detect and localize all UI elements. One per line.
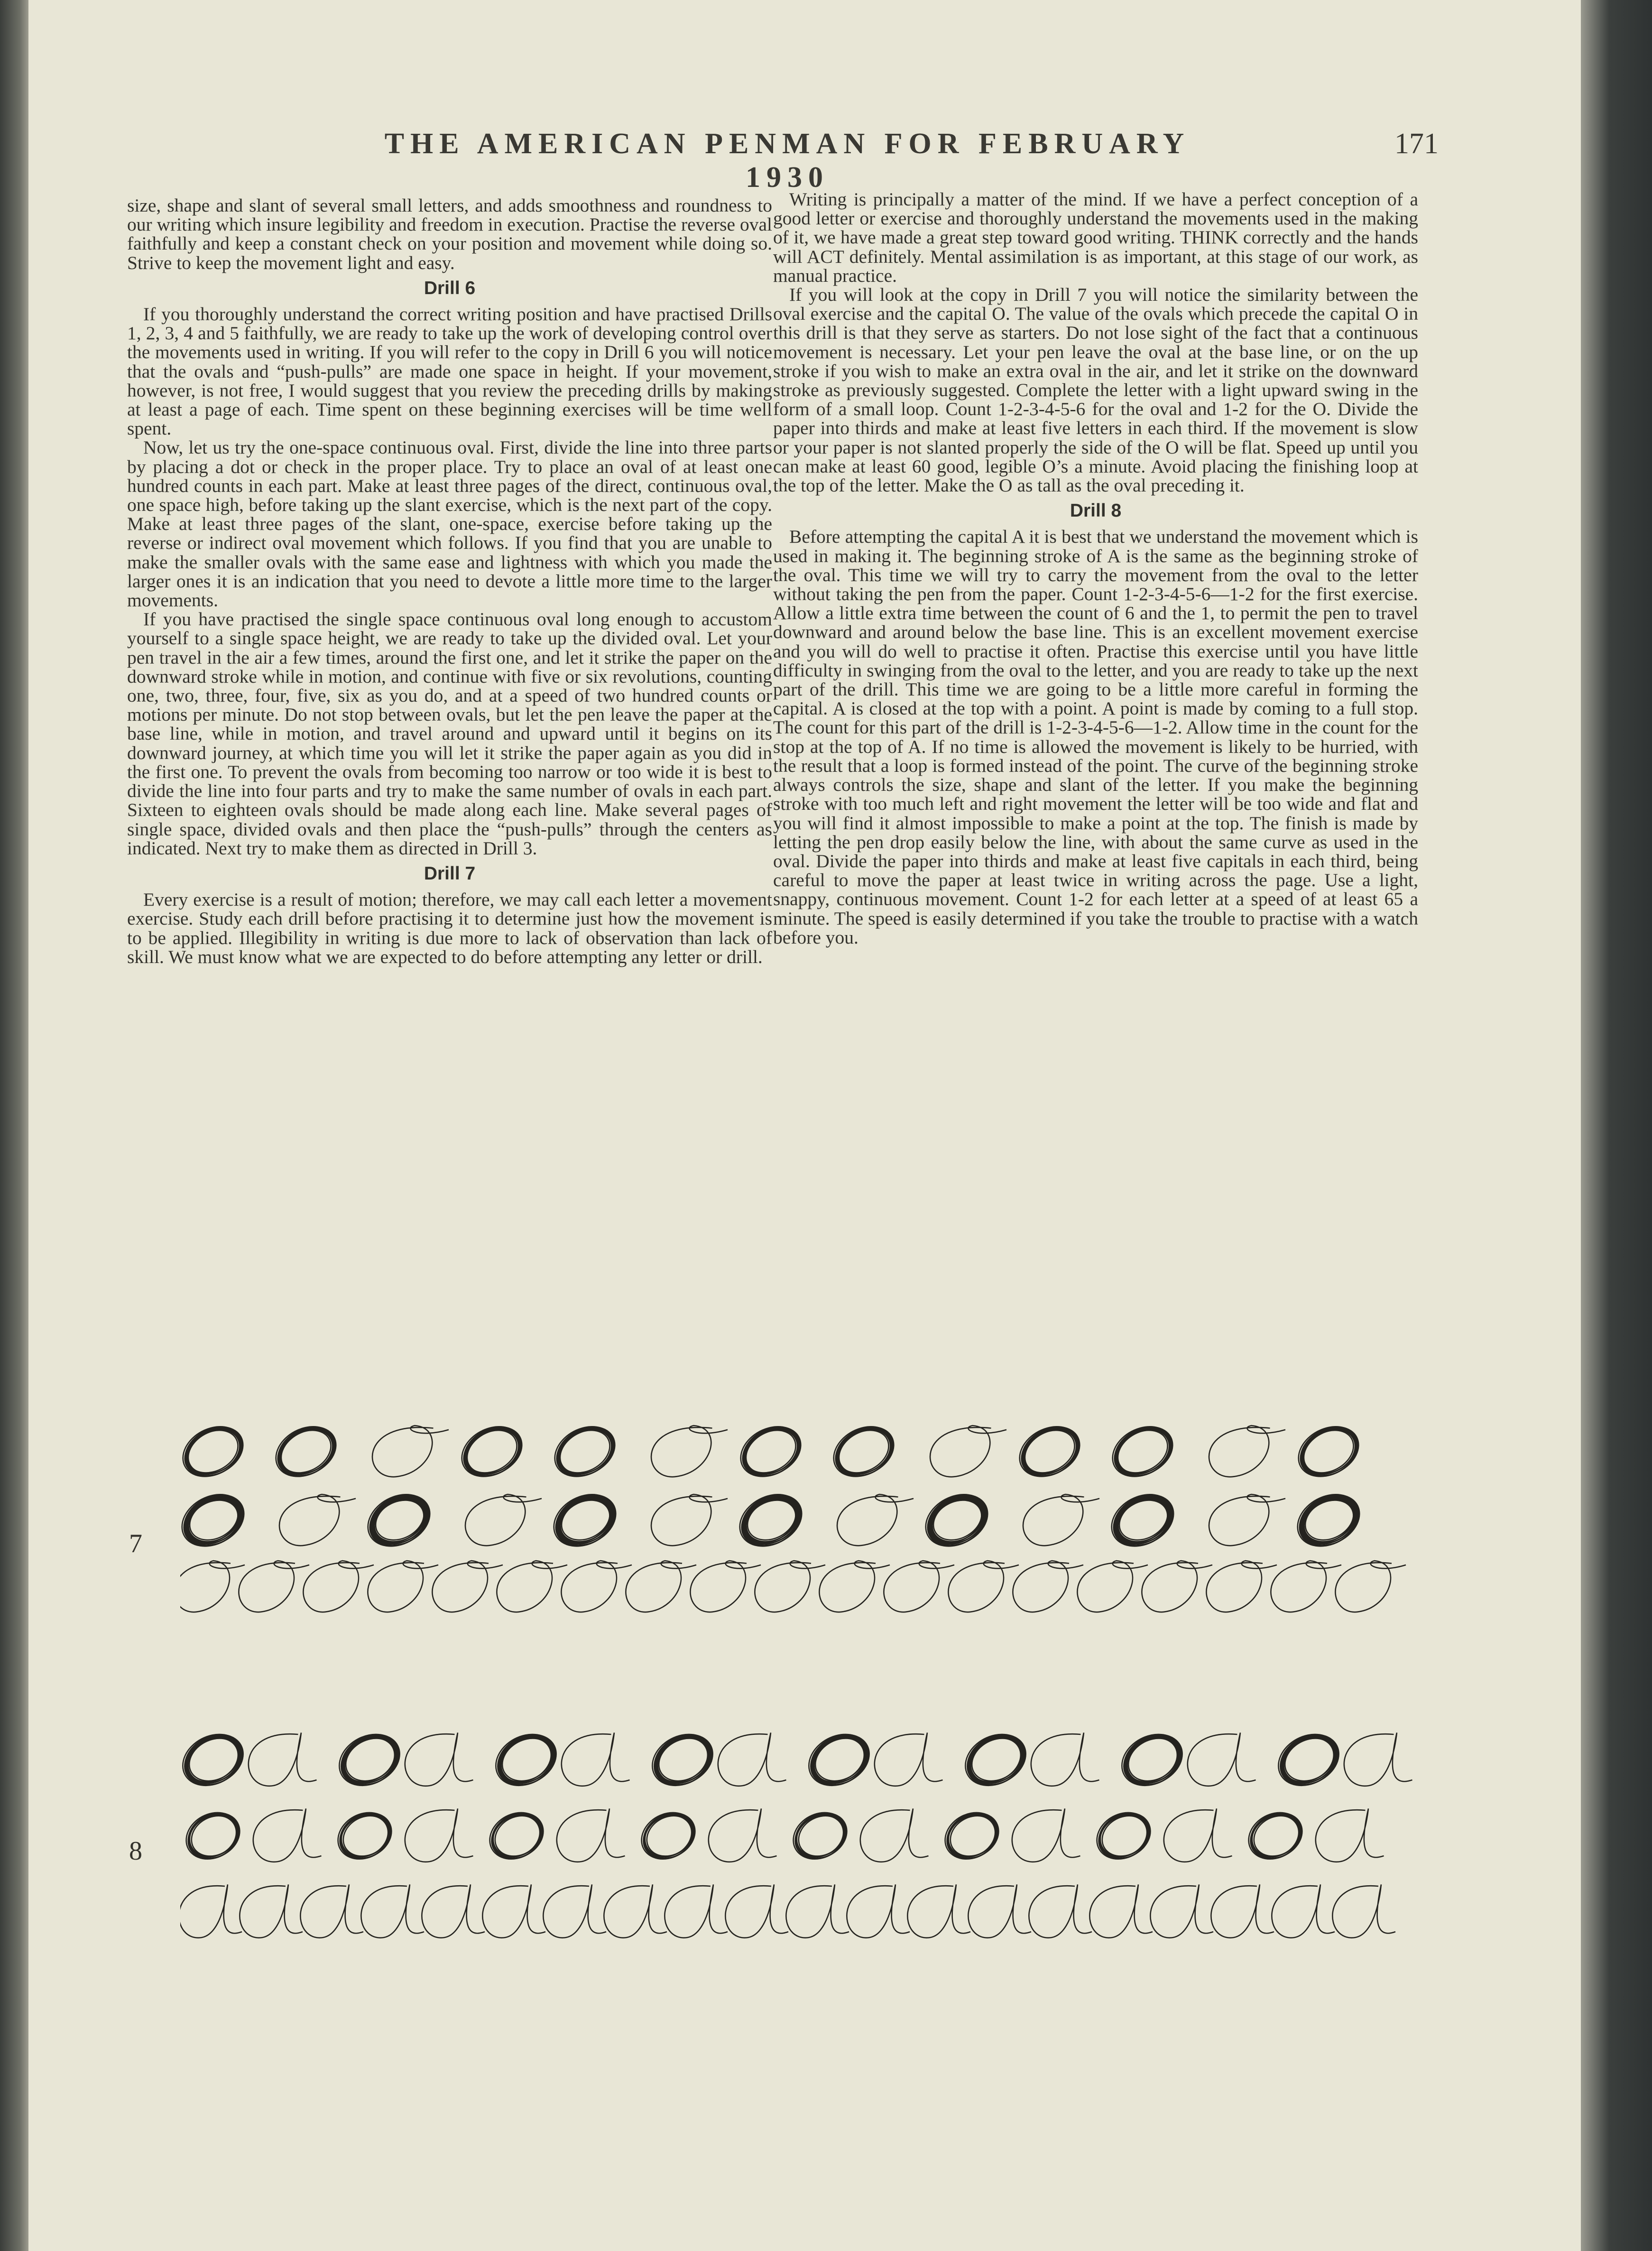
drill-8-row-3-capital-a — [786, 1884, 849, 1937]
drill-7-row-1-oval-cluster — [1011, 1418, 1088, 1486]
drill-8-row-2-capital-a — [1164, 1808, 1232, 1862]
drill-7-row-3-capital-o — [1206, 1561, 1277, 1612]
drill-7-row-3-capital-o — [1013, 1561, 1083, 1612]
drill-7-row-3-capital-o — [948, 1561, 1019, 1612]
drill-7-row-3-capital-o — [819, 1561, 890, 1612]
drill-8-row-3-capital-a — [968, 1884, 1031, 1937]
drill-8-row-2-capital-a — [557, 1808, 625, 1862]
drill-7-row-1-capital-o — [651, 1426, 728, 1477]
drill-8-row-1-capital-a — [1031, 1732, 1099, 1786]
drill-8-row-2-oval-cluster — [785, 1803, 855, 1868]
drill-7-row-1-capital-o — [930, 1426, 1006, 1477]
drill-8-row-2-oval-cluster — [180, 1803, 248, 1868]
drill-7-penmanship-plate — [180, 1418, 1432, 1618]
drill-7-row-3-capital-o — [884, 1561, 954, 1612]
drill-7-row-2-capital-o — [1209, 1494, 1285, 1546]
drill-7-row-3-capital-o — [368, 1561, 438, 1612]
drill-8-row-1-capital-a — [1188, 1732, 1256, 1786]
drill-7-row-3-capital-o — [1271, 1561, 1341, 1612]
drill-7-row-1-oval-cluster — [180, 1418, 251, 1486]
drill-8-row-3-capital-a — [1029, 1884, 1092, 1937]
drill-7-row-1-oval-cluster — [1104, 1418, 1181, 1486]
drill-8-row-1-oval-cluster — [800, 1727, 878, 1796]
drill-8-row-2-oval-cluster — [633, 1803, 703, 1868]
scan-right-edge — [1581, 0, 1652, 2251]
drill-8-row-1-oval-cluster — [956, 1727, 1034, 1796]
drill-7-row-2-oval-cluster — [917, 1484, 997, 1556]
drill-7-row-3-capital-o — [180, 1561, 245, 1612]
page-number: 171 — [1394, 128, 1439, 160]
drill-8-row-1-capital-a — [562, 1732, 630, 1786]
drill-8-row-3-capital-a — [1332, 1884, 1395, 1937]
drill-7-row-3-capital-o — [626, 1561, 696, 1612]
drill-8-row-3-capital-a — [1150, 1884, 1213, 1937]
running-title: THE AMERICAN PENMAN FOR FEBRUARY 1930 — [384, 128, 1191, 194]
drill-8-row-1-capital-a — [1344, 1732, 1412, 1786]
drill-8-row-3-capital-a — [1089, 1884, 1153, 1937]
drill-7-row-2-oval-cluster — [1289, 1484, 1368, 1556]
drill-8-row-3-capital-a — [1211, 1884, 1274, 1937]
drill-8-heading: Drill 8 — [1070, 500, 1122, 521]
drill-8-plate-label: 8 — [129, 1836, 142, 1866]
drill-7-paragraph-3: If you will look at the copy in Drill 7 you will notice the similarity between the oval exercise and the capital O. The value of the ovals which precede the capital O in this drill is that they serve as starters. Do not lose sight of the fact that a continuous movement is necessary. Let your pen leave the oval at the base line, or on the up stroke if you wish to make an extra oval in the air, and let it strike on the downward stroke as previously suggested. Complete the letter with a light upward swing in the form of a small loop. Count 1-2-3-4-5-6 for the oval and 1-2 for the O. Divide the paper into thirds and make at least five letters in each third. If the movement is slow or your paper is not slanted properly the side of the O will be flat. Speed up until you can make at least 60 good, legible O’s a minute. Avoid placing the finishing loop at the top of the letter. Make the O as tall as the oval preceding it. — [773, 284, 1418, 496]
drill-8-row-2-capital-a — [860, 1808, 929, 1862]
drill-7-row-2-oval-cluster — [359, 1484, 439, 1556]
drill-7-row-2-capital-o — [1023, 1494, 1099, 1546]
drill-6-paragraph-1: If you thoroughly understand the correct writing position and have practised Drills 1, 2, 3, 4 and 5 faithfully, we are ready to take up the work of developing control over the movements used in writing. If you will refer to the copy in Drill 6 you will notice that the ovals and “push-pulls” are made one space in height. If your movement, however, is not free, I would suggest that you review the preceding drills by making at least a page of each. Time spent on these beginning exercises will be time well spent. — [127, 304, 772, 439]
drill-6-paragraph-3: If you have practised the single space continuous oval long enough to accustom yourself to a single space height, we are ready to take up the divided oval. Let your pen travel in the air a few times, around the first one, and let it strike the paper on the downward stroke while in motion, and continue with five or six revolutions, counting one, two, three, four, five, six as you do, and at a speed of two hundred counts or motions per minute. Do not stop between ovals, but let the pen leave the paper at the base line, while in motion, and travel around and upward until it begins on its downward journey, at which time you will let it strike the paper again as you did in the first one. To prevent the ovals from becoming too narrow or too wide it is best to divide the line into four parts and try to make the same number of ovals in each part. Sixteen to eighteen ovals should be made along each line. Make several pages of single space, divided ovals and then place the “push-pulls” through the centers as indicated. Next try to make them as directed in Drill 3. — [127, 609, 772, 859]
drill-8-row-3-capital-a — [604, 1884, 667, 1937]
drill-8-row-3-capital-a — [361, 1884, 424, 1937]
drill-8-row-3-capital-a — [664, 1884, 728, 1937]
drill-8-row-3-capital-a — [240, 1884, 303, 1937]
drill-7-row-1-oval-cluster — [546, 1418, 623, 1486]
left-column — [127, 196, 772, 966]
right-column — [773, 190, 1418, 947]
drill-7-row-1-capital-o — [1209, 1426, 1285, 1477]
drill-8-row-3-capital-a — [847, 1884, 910, 1937]
drill-7-row-3-capital-o — [1335, 1561, 1406, 1612]
drill-7-row-3-capital-o — [1077, 1561, 1148, 1612]
drill-8-row-3-capital-a — [543, 1884, 606, 1937]
drill-8-row-1-capital-a — [718, 1732, 786, 1786]
drill-8-row-1-oval-cluster — [330, 1727, 408, 1796]
drill-8-row-2-oval-cluster — [481, 1803, 551, 1868]
drill-7-row-1-oval-cluster — [825, 1418, 902, 1486]
drill-7-row-3-capital-o — [432, 1561, 503, 1612]
drill-8-row-2-capital-a — [1012, 1808, 1080, 1862]
drill-8-row-1-oval-cluster — [1113, 1727, 1191, 1796]
drill-7-row-1-capital-o — [372, 1426, 449, 1477]
drill-8-paragraph-1: Before attempting the capital A it is best that we understand the movement which is used in making it. The beginning stroke of A is the same as the beginning stroke of the oval. This time we will try to carry the movement from the oval to the letter without taking the pen from the paper. Count 1-2-3-4-5-6—1-2 for the first exercise. Allow a little extra time between the count of 6 and the 1, to permit the pen to travel downward and around below the base line. This is an excellent movement exercise and you will do well to practise it often. Practise this exercise until you have little difficulty in swinging from the oval to the letter, and you are ready to take up the next part of the drill. This time we are going to be a little more careful in forming the capital. A is closed at the top with a point. A point is made by coming to a full stop. The count for this part of the drill is 1-2-3-4-5-6—1-2. Allow time in the count for the stop at the top of A. If no time is allowed the movement is likely to be hurried, with the result that a loop is formed instead of the point. The curve of the beginning stroke always controls the size, shape and slant of the letter. If you make the beginning stroke with too much left and right movement the letter will be too wide and flat and you will find it almost impossible to make a point at the top. The finish is made by letting the pen drop easily below the line, with about the same curve as used in the oval. Divide the paper into thirds and make at least five capitals in each third, being careful to move the paper at least twice in writing across the page. Use a light, snappy, continuous movement. Count 1-2 for each letter at a speed of at least 65 a minute. The speed is easily determined if you take the trouble to practise with a watch before you. — [773, 526, 1418, 948]
drill-7-row-2-capital-o — [465, 1494, 542, 1546]
drill-7-paragraph-2: Writing is principally a matter of the mind. If we have a perfect conception of a good letter or exercise and thoroughly understand the movements used in the making of it, we have made a great step toward good writing. THINK correctly and the hands will ACT definitely. Mental assimilation is as important, at this stage of our work, as manual practice. — [773, 189, 1418, 286]
drill-7-row-3-capital-o — [755, 1561, 825, 1612]
drill-7-plate-label: 7 — [129, 1529, 142, 1558]
drill-8-row-2-oval-cluster — [937, 1803, 1006, 1868]
drill-8-row-1-oval-cluster — [643, 1727, 721, 1796]
drill-7-row-2-oval-cluster — [545, 1484, 625, 1556]
drill-8-row-1-capital-a — [405, 1732, 473, 1786]
drill-7-row-3-capital-o — [690, 1561, 761, 1612]
drill-8-row-3-capital-a — [907, 1884, 970, 1937]
drill-7-row-1-oval-cluster — [1290, 1418, 1367, 1486]
drill-8-row-3-capital-a — [300, 1884, 363, 1937]
drill-7-row-2-capital-o — [651, 1494, 728, 1546]
drill-7-row-2-capital-o — [279, 1494, 356, 1546]
drill-8-row-1-oval-cluster — [487, 1727, 565, 1796]
drill-6-paragraph-2: Now, let us try the one-space continuous oval. First, divide the line into three parts by placing a dot or check in the proper place. Try to place an oval of at least one hundred counts in each part. Make at least three pages of the direct, continuous oval, one space high, before taking up the slant exercise, which is the next part of the copy. Make at least three pages of the slant, one-space, exercise before taking up the reverse or indirect oval movement which follows. If you find that you are unable to make the smaller ovals with the same ease and lightness with which you made the larger ones it is an indication that you need to devote a little more time to the larger movements. — [127, 437, 772, 611]
drill-7-paragraph-1: Every exercise is a result of motion; therefore, we may call each letter a movement exercise. Study each drill before practising it to determine just how the movement is to be applied. Illegibility in writing is due more to lack of observation than lack of skill. We must know what we are expected to do before attempting any letter or drill. — [127, 889, 772, 967]
drill-7-row-3-capital-o — [1142, 1561, 1212, 1612]
drill-8-row-3-capital-a — [180, 1884, 242, 1937]
drill-7-row-1-oval-cluster — [732, 1418, 809, 1486]
drill-8-row-1-capital-a — [875, 1732, 943, 1786]
drill-7-row-3-capital-o — [303, 1561, 374, 1612]
drill-7-row-1-oval-cluster — [453, 1418, 530, 1486]
drill-7-row-3-capital-o — [239, 1561, 309, 1612]
drill-8-row-3-capital-a — [725, 1884, 788, 1937]
drill-8-row-2-oval-cluster — [330, 1803, 399, 1868]
drill-8-row-2-oval-cluster — [1240, 1803, 1310, 1868]
drill-7-row-2-oval-cluster — [180, 1484, 253, 1556]
drill-8-row-1-oval-cluster — [180, 1727, 252, 1796]
drill-8-row-1-oval-cluster — [1269, 1727, 1347, 1796]
drill-6-heading: Drill 6 — [424, 278, 476, 298]
drill-7-heading: Drill 7 — [424, 863, 476, 884]
drill-7-row-3-capital-o — [561, 1561, 632, 1612]
drill-8-row-3-capital-a — [1272, 1884, 1335, 1937]
drill-8-row-3-capital-a — [482, 1884, 545, 1937]
drill-7-row-1-oval-cluster — [267, 1418, 344, 1486]
drill-8-row-2-oval-cluster — [1089, 1803, 1158, 1868]
drill-8-row-2-capital-a — [405, 1808, 473, 1862]
drill-8-row-1-capital-a — [249, 1732, 317, 1786]
drill-7-row-3-capital-o — [497, 1561, 567, 1612]
drill-8-row-2-capital-a — [1316, 1808, 1384, 1862]
drill-7-row-2-oval-cluster — [731, 1484, 811, 1556]
paragraph-intro: size, shape and slant of several small letters, and adds smoothness and roundness to our writing which insure legibility and freedom in execution. Practise the reverse oval faithfully and keep a constant check on your position and movement while doing so. Strive to keep the movement light and easy. — [127, 195, 772, 273]
drill-8-row-2-capital-a — [253, 1808, 322, 1862]
drill-7-row-2-oval-cluster — [1103, 1484, 1182, 1556]
drill-7-row-2-capital-o — [837, 1494, 914, 1546]
drill-8-row-3-capital-a — [422, 1884, 485, 1937]
drill-8-row-2-capital-a — [709, 1808, 777, 1862]
drill-8-penmanship-plate — [180, 1727, 1432, 1955]
